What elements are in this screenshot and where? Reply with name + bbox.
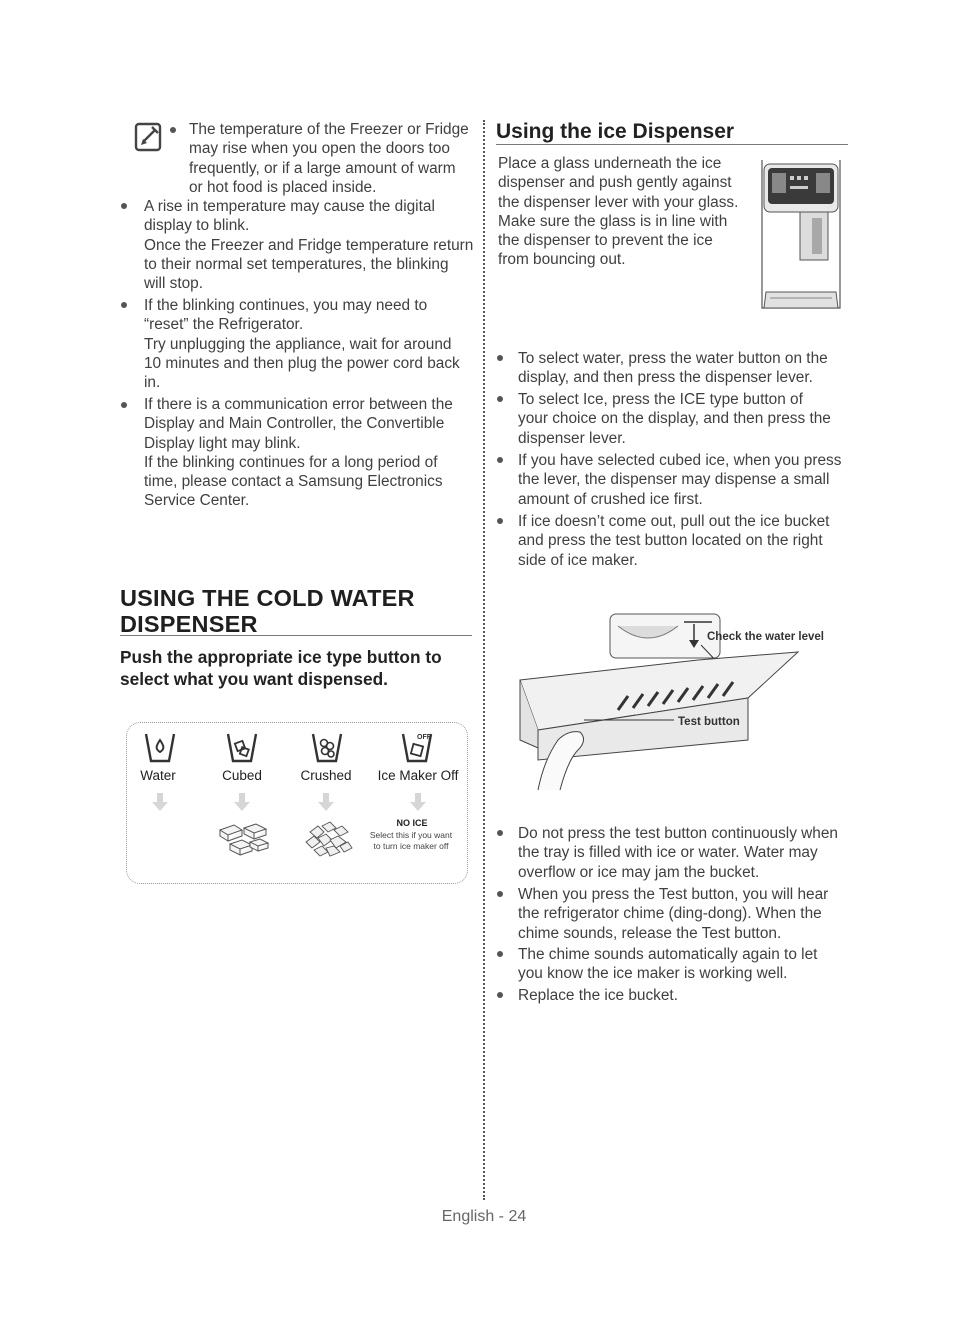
list-item [518, 986, 858, 1005]
note-line: The temperature of the Freezer or Fridge [189, 121, 469, 138]
list-line: display to blink. [144, 217, 250, 235]
bullet-dot [121, 302, 127, 308]
down-arrow-icon [232, 792, 252, 812]
list-line: will stop. [144, 275, 204, 293]
list-line: To select Ice, press the ICE type button of [518, 391, 803, 408]
bullet-dot [497, 891, 503, 897]
heading-line: DISPENSER [120, 611, 258, 637]
subheading-line: select what you want dispensed. [120, 669, 388, 689]
cold-water-subheading [120, 646, 475, 690]
list-item [518, 451, 858, 509]
list-item [144, 395, 480, 511]
cubed-button-label: Cubed [222, 768, 262, 783]
page-footer: English - 24 [441, 1208, 527, 1225]
intro-line: the dispenser lever with your glass. [498, 193, 739, 211]
list-line: and press the test button located on the right [518, 532, 823, 550]
bullet-dot [121, 203, 127, 209]
section-heading-ice-dispenser: Using the ice Dispenser [496, 120, 735, 143]
cubed-ice-button-icon [225, 731, 259, 765]
list-item [518, 512, 858, 570]
heading-line: USING THE COLD WATER [120, 585, 415, 611]
note-line: or hot food is placed inside. [189, 178, 377, 196]
crushed-ice-button-icon [310, 731, 344, 765]
list-line: If you have selected cubed ice, when you press [518, 452, 842, 469]
list-line: your choice on the display, and then press the [518, 410, 831, 428]
bullet-dot [497, 355, 503, 361]
column-divider [483, 120, 485, 1200]
intro-line: the dispenser to prevent the ice [498, 232, 713, 250]
list-line: To select water, press the water button on the [518, 350, 828, 367]
list-line: side of ice maker. [518, 551, 638, 569]
off-badge: OFF [417, 734, 431, 741]
bullet-dot [497, 396, 503, 402]
list-item [518, 945, 858, 984]
list-line: Display light may blink. [144, 434, 301, 452]
list-line: overflow or ice may jam the bucket. [518, 863, 760, 881]
list-line: A rise in temperature may cause the digital [144, 198, 435, 215]
bullet-dot [497, 992, 503, 998]
list-line: you know the ice maker is working well. [518, 965, 788, 983]
list-line: dispenser lever. [518, 429, 626, 447]
list-line: If there is a communication error between the [144, 396, 453, 413]
list-line: the refrigerator chime (ding-dong). When the [518, 905, 822, 923]
list-line: to their normal set temperatures, the blinking [144, 255, 449, 273]
bullet-dot [121, 402, 127, 408]
no-ice-line: Select this if you want [369, 830, 453, 840]
list-line: Try unplugging the appliance, wait for around [144, 335, 452, 353]
list-line: Replace the ice bucket. [518, 987, 678, 1004]
intro-line: from bouncing out. [498, 251, 626, 269]
list-item [518, 824, 858, 882]
ice-maker-illustration [498, 600, 858, 800]
list-item [518, 349, 858, 388]
test-button-callout: Test button [678, 716, 740, 728]
list-line: If the blinking continues for a long period of [144, 453, 438, 471]
no-ice-title: NO ICE [396, 818, 428, 828]
down-arrow-icon [316, 792, 336, 812]
down-arrow-icon [150, 792, 170, 812]
down-arrow-icon [408, 792, 428, 812]
list-line: in. [144, 374, 161, 392]
section-rule [120, 635, 472, 636]
list-line: time, please contact a Samsung Electronics [144, 473, 443, 491]
dispenser-illustration [760, 158, 842, 316]
list-line: Display and Main Controller, the Convertible [144, 415, 445, 433]
note-icon [134, 120, 164, 154]
list-line: “reset” the Refrigerator. [144, 316, 304, 334]
no-ice-line: to turn ice maker off [373, 841, 449, 851]
crushed-button-label: Crushed [300, 768, 352, 783]
bullet-dot [497, 518, 503, 524]
bullet-dot [170, 127, 176, 133]
intro-line: Place a glass underneath the ice [498, 155, 722, 172]
list-item [518, 390, 858, 448]
section-rule [496, 144, 848, 145]
list-line: When you press the Test button, you will hear [518, 886, 829, 903]
water-level-callout: Check the water level [707, 631, 824, 643]
list-line: the tray is filled with ice or water. Water may [518, 844, 818, 862]
cubed-ice-image [216, 820, 272, 860]
list-line: If ice doesn’t come out, pull out the ice bucket [518, 513, 830, 530]
list-line: 10 minutes and then plug the power cord back [144, 354, 460, 372]
bullet-dot [497, 951, 503, 957]
list-line: Once the Freezer and Fridge temperature return [144, 236, 474, 254]
list-line: Do not press the test button continuously when [518, 825, 838, 842]
list-item [518, 885, 858, 943]
list-line: chime sounds, release the Test button. [518, 924, 782, 942]
list-line: amount of crushed ice first. [518, 490, 703, 508]
list-line: display, and then press the dispenser lever. [518, 369, 813, 387]
note-text [189, 120, 479, 197]
crushed-ice-image [302, 818, 356, 860]
note-line: frequently, or if a large amount of warm [189, 159, 456, 177]
intro-line: dispenser and push gently against [498, 174, 732, 192]
list-item [144, 197, 480, 293]
list-line: The chime sounds automatically again to let [518, 946, 818, 963]
note-line: may rise when you open the doors too [189, 140, 450, 158]
water-button-label: Water [140, 768, 176, 783]
water-button-icon [143, 731, 177, 765]
ice-dispenser-intro [498, 154, 758, 270]
list-line: If the blinking continues, you may need to [144, 297, 428, 314]
list-line: Service Center. [144, 492, 250, 510]
list-item [144, 296, 480, 392]
bullet-dot [497, 830, 503, 836]
list-line: the lever, the dispenser may dispense a small [518, 471, 830, 489]
no-ice-description [360, 830, 462, 852]
bullet-dot [497, 457, 503, 463]
subheading-line: Push the appropriate ice type button to [120, 647, 442, 667]
section-heading-cold-water [120, 585, 475, 637]
ice-maker-off-button-label: Ice Maker Off [377, 768, 459, 783]
intro-line: Make sure the glass is in line with [498, 212, 728, 230]
